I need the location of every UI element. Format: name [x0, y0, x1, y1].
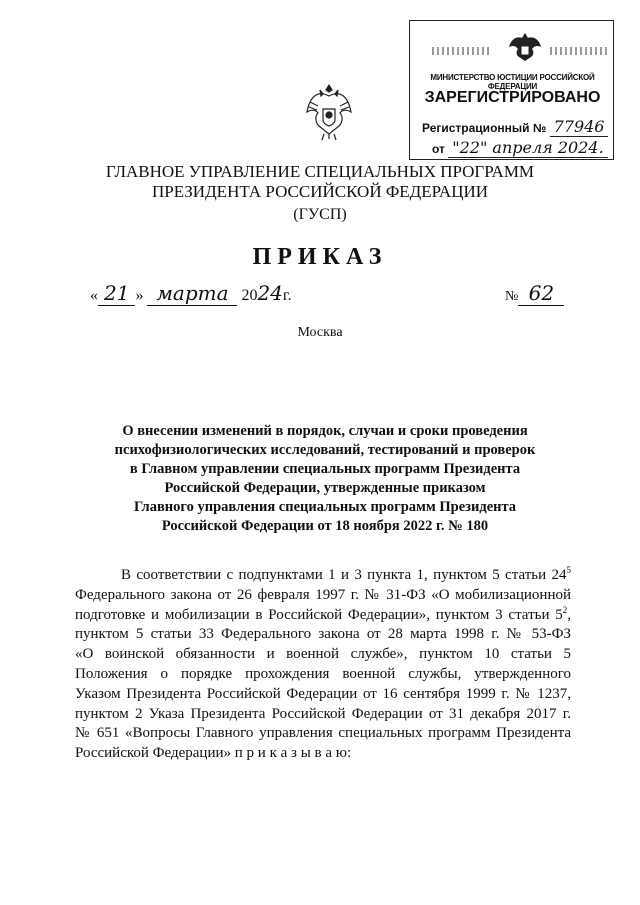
stamp-reg-number: 77946 [550, 117, 609, 137]
subject-line: Российской Федерации от 18 ноября 2022 г. № 180 [161, 518, 489, 534]
order-subject [90, 422, 560, 536]
date-open-quote: « [90, 287, 98, 304]
body-line: Положения о порядке прохождения военной службы, утвержденного [75, 665, 571, 682]
stamp-registered-label: ЗАРЕГИСТРИРОВАНО [424, 89, 601, 106]
body-line [75, 566, 571, 586]
body-line-text: В соответствии с подпунктами 1 и 3 пункта 1, пунктом 5 статьи 24 [121, 567, 567, 583]
stamp-reg-number-label: Регистрационный № [422, 121, 547, 135]
stamp-date: "22" апреля 2024. [448, 138, 607, 158]
body-line-text: подготовке и мобилизации в Российской Федерации», пунктом 3 статьи 5 [75, 606, 563, 623]
stamp-reg-number-row [422, 117, 608, 136]
date-year-prefix: 20 [241, 287, 258, 304]
coat-of-arms-icon [304, 82, 354, 142]
body-line-text: , [567, 606, 571, 623]
org-name-line2: ПРЕЗИДЕНТА РОССИЙСКОЙ ФЕДЕРАЦИИ [151, 182, 489, 201]
body-line: «О воинской обязанности и военной службе», пунктом 10 статьи 5 [75, 646, 571, 663]
body-line: Российской Федерации» п р и к а з ы в а ю: [75, 745, 352, 762]
subject-line: О внесении изменений в порядок, случаи и сроки проведения [122, 423, 528, 439]
city: Москва [297, 325, 343, 340]
order-body [75, 566, 571, 764]
superscript: 5 [566, 565, 571, 575]
org-name-line1: ГЛАВНОЕ УПРАВЛЕНИЕ СПЕЦИАЛЬНЫХ ПРОГРАММ [105, 162, 535, 181]
body-line [75, 606, 571, 626]
stamp-date-label: от [432, 142, 445, 156]
stamp-ministry-name: МИНИСТЕРСТВО ЮСТИЦИИ РОССИЙСКОЙ ФЕДЕРАЦИИ [430, 73, 595, 91]
subject-line: Главного управления специальных программ Президента [133, 499, 517, 515]
body-line: № 651 «Вопросы Главного управления специальных программ Президента [75, 725, 571, 742]
order-number-value: 62 [518, 281, 564, 306]
body-line: пунктом 5 статьи 33 Федерального закона от 28 марта 1998 г. № 53-ФЗ [75, 626, 571, 643]
date-year-suffix-g: г. [282, 287, 292, 304]
date-month: марта [147, 281, 237, 306]
body-line: Федерального закона от 26 февраля 1997 г. № 31-ФЗ «О мобилизационной [75, 586, 571, 603]
registration-stamp [409, 20, 614, 160]
date-close-quote: » [135, 287, 144, 304]
superscript: 2 [562, 604, 568, 615]
org-abbreviation: (ГУСП) [293, 206, 347, 223]
stamp-eagle-icon [505, 27, 545, 67]
subject-line: Российской Федерации, утвержденные приказом [164, 480, 486, 496]
stamp-decoration-right [550, 47, 610, 55]
stamp-decoration-left [432, 47, 492, 55]
subject-line: психофизиологических исследований, тестирований и проверок [114, 442, 536, 458]
subject-line: в Главном управлении специальных программ Президента [129, 461, 521, 477]
order-date [90, 281, 292, 306]
order-number [505, 281, 564, 306]
body-line: пунктом 2 Указа Президента Российской Федерации от 31 декабря 2017 г. [75, 705, 571, 722]
order-number-label: № [505, 289, 519, 304]
date-day: 21 [98, 281, 135, 306]
body-line: Указом Президента Российской Федерации от 16 сентября 1999 г. № 1237, [75, 685, 571, 702]
stamp-date-row [432, 138, 608, 157]
document-title: ПРИКАЗ [252, 244, 388, 270]
date-year-suffix: 24 [257, 281, 283, 305]
